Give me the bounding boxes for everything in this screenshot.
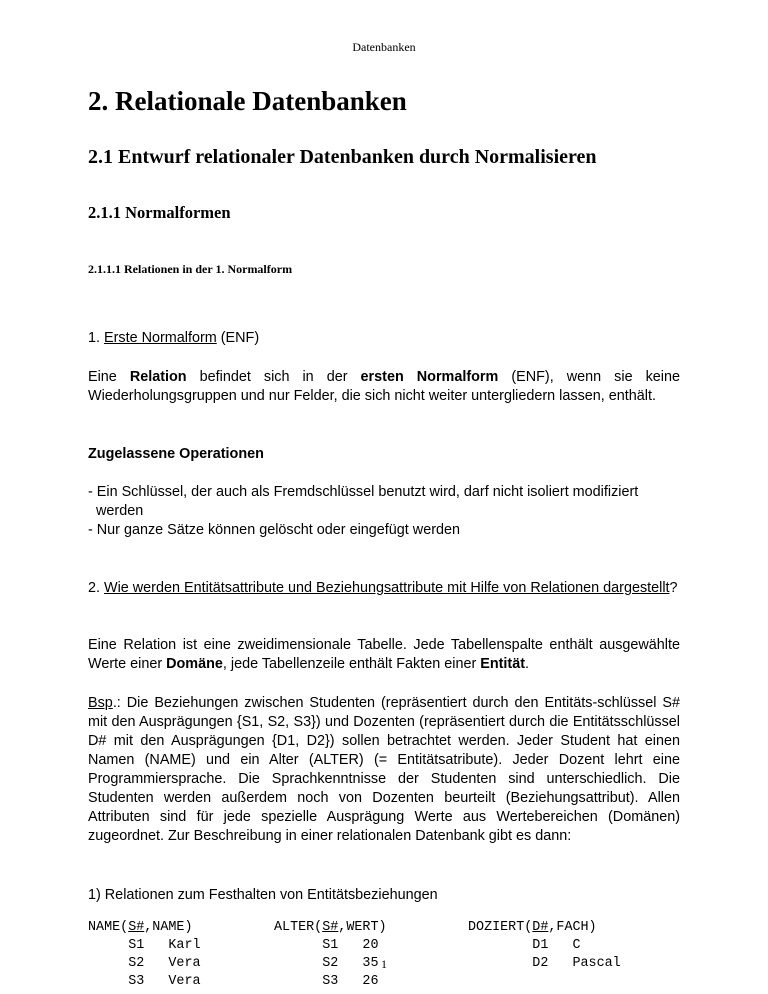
table-row: D1 C [532, 938, 581, 953]
erste-normalform-title: 1. Erste Normalform (ENF) [88, 330, 260, 346]
subsection-heading: 2.1.1 Normalformen [88, 203, 231, 222]
table-row: D2 Pascal [532, 956, 621, 971]
example-label: Bsp [88, 695, 113, 711]
relation-question: Wie werden Entitätsattribute und Beziehungsattribute mit Hilfe von Relationen dargestellt [104, 580, 670, 596]
relation-definition-paragraph: Eine Relation ist eine zweidimensionale Tabelle. Jede Tabellenspalte enthält ausgewählte Werte einer Domäne, jede Tabellenzeile enthält Fakten einer Entität. [88, 637, 680, 672]
table-row: S1 Karl [128, 938, 201, 953]
table-row: S2 35 [322, 956, 379, 971]
section-heading: 2.1 Entwurf relationaler Datenbanken durch Normalisieren [88, 146, 597, 168]
operation-item-1-continued: werden [96, 503, 144, 519]
operation-item-2: - Nur ganze Sätze können gelöscht oder eingefügt werden [88, 522, 460, 538]
running-header: Datenbanken [352, 40, 416, 54]
table-row: S2 Vera [128, 956, 201, 971]
page-number: 1 [381, 957, 387, 971]
relation-question-paragraph: 2. Wie werden Entitätsattribute und Beziehungsattribute mit Hilfe von Relationen dargestellt? [88, 580, 678, 596]
entity-relations-subsection: 1) Relationen zum Festhalten von Entitätsbeziehungen [88, 887, 438, 903]
example-paragraph: Bsp.: Die Beziehungen zwischen Studenten (repräsentiert durch den Entitäts-schlüssel S# mit den Ausprägungen {S1, S2, S3}) und Dozenten (repräsentiert durch die Entitätsschlüssel D# mit den Ausprägungen {D1, D2}) sollen betrachtet werden. Jeder Student hat einen Namen (NAME) und ein Alter (ALTER) (= Entitätsatribute). Jeder Dozent lehrt eine Programmiersprache. Die Sprachkenntnisse der Studenten sind unterschiedlich. Die Studenten werden außerdem noch von Dozenten beurteilt (Beziehungsattribut). Allen Attributen sind für jede spezielle Ausprägung Werte aus Wertebereichen (Domänen) zugeordnet. Zur Beschreibung in einer relationalen Datenbank gibt es dann: [88, 695, 680, 844]
operations-heading: Zugelassene Operationen [88, 446, 264, 462]
operation-item-1: - Ein Schlüssel, der auch als Fremdschlüssel benutzt wird, darf nicht isoliert modifiziert [88, 484, 639, 500]
relation-alter-schema: ALTER(S#,WERT) [274, 920, 387, 935]
relation-name-schema: NAME(S#,NAME) [88, 920, 193, 935]
subsubsection-heading: 2.1.1.1 Relationen in der 1. Normalform [88, 262, 293, 276]
erste-normalform-term: Erste Normalform [104, 330, 217, 346]
chapter-heading: 2. Relationale Datenbanken [88, 86, 407, 116]
enf-definition-paragraph: Eine Relation befindet sich in der ersten Normalform (ENF), wenn sie keine Wiederholungsgruppen und nur Felder, die sich nicht weiter untergliedern lassen, enthält. [88, 369, 680, 404]
table-row: S1 20 [322, 938, 379, 953]
relation-doziert-schema: DOZIERT(D#,FACH) [468, 920, 597, 935]
table-row: S3 26 [322, 974, 379, 989]
table-row: S3 Vera [128, 974, 201, 989]
